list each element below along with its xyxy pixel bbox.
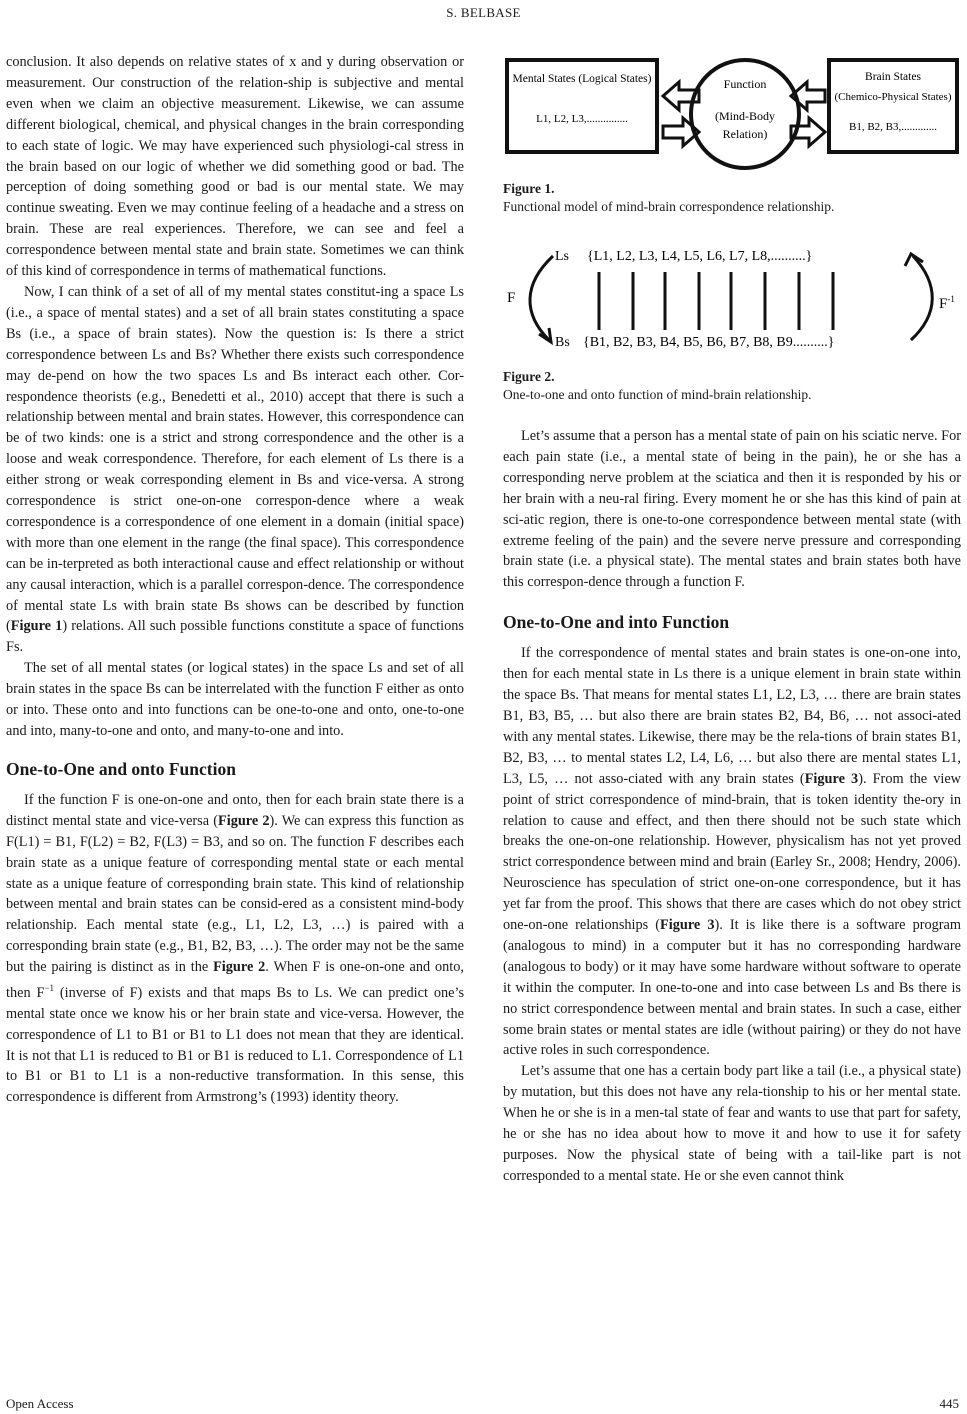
function-line2: Relation) xyxy=(722,127,768,141)
left-column xyxy=(6,52,464,1108)
paragraph: conclusion. It also depends on relative states of x and y during observation or measurement. Our construction of the relation-ship is subjective and mental even when we claim an objective measurement. Likewise, we can assume different biological, chemical, and physical changes in the brain corresponding to each state of logic. We may have experienced such physiologi-cal stress in the brain based on our logic of whether we did something good or bad. The perception of doing something good or bad is our mental state. We may continue sweating. Even we may continue feeling of a headache and a stress on brain. These are real experiences. Therefore, we can see and feel a correspondence between mental state and brain state. Sometimes we can think of this kind of correspondence in terms of mathematical functions. xyxy=(6,54,464,280)
paragraph: If the function F is one-on-one and onto, then for each brain state there is a distinct mental state and vice-versa (Figure 2). We can express this function as F(L1) = B1, F(L2) = B2, F(L3) = B3, and so on. The function F describes each brain state as a unique feature of corresponding mental state or each mental state as a unique feature of corresponding brain state. This kind of relationship between mental and brain states can be consid-ered as a consistent mind-body relationship. Each mental state (e.g., L1, L2, L3, …) is paired with a corresponding brain state (e.g., B1, B2, B3, …). The order may not be the same but the pairing is distinct as in the Figure 2. When F is one-on-one and onto, then $F^{-1}$ (inverse of F) exists and that maps Bs to Ls. We can predict one’s mental state once we know his or her brain state and vice-versa. However, the correspondence of L1 to B1 or B1 to L1 does not mean that they are identical. It is not that L1 is reduced to B1 or B1 is reduced to L1. Correspondence of L1 to B1 or B1 to L1 is a non-reductive transformation. In this sense, this correspondence is different from Armstrong’s (1993) identity theory. xyxy=(6,791,465,1106)
bs-label: Bs xyxy=(555,335,570,350)
correspondence-lines xyxy=(599,272,833,330)
paragraph: The set of all mental states (or logical states) in the space Ls and set of all brain states in the space Bs can be interrelated with the function F either as onto or into. These onto and into functions can be one-to-one and onto, one-to-one and into, many-to-one and onto, and many-to-one and into. xyxy=(6,660,464,739)
page-number: 445 xyxy=(939,1396,959,1411)
figure-reference[interactable]: Figure 1 xyxy=(10,618,63,635)
ls-label: Ls xyxy=(555,249,569,264)
figure-reference[interactable]: Figure 3 xyxy=(660,917,715,934)
function-line1: (Mind-Body xyxy=(715,109,775,123)
figure-1-diagram xyxy=(503,56,961,186)
paragraph: If the correspondence of mental states and brain states is one-on-one into, then for each mental state in Ls there is a unique element in brain state within the space Bs. That means for mental states L1, L2, L3, … there are brain states B1, B3, B5, … but also there are brain states B2, B4, B6, … not associ-ated with any mental states. Likewise, there may be the rela-tions of brain states B1, B2, B3, … to mental states L2, L4, L6, … but also there are mental states L1, L3, L5, … not asso-ciated with any brain states (Figure 3). From the view point of strict correspondence of mind-brain, that is token identity the-ory in relation to cause and effect, and then there should not be such state which breaks the one-on-one relationship. However, physicalism has not yet proved strict correspondence between mind and brain (Earley Sr., 2008; Hendry, 2006). Neuroscience has speculation of strict one-on-one correspondence, but it has yet far from the proof. This shows that there are cases which do not obey strict one-on-one relationships (Figure 3). It is like there is a software program (analogous to mind) in a computer but it has no corresponding hardware (analogous to body) or it may have some hardware without software to operate it within the computer. In one-to-one and into case between Ls and Bs there is no strict correspondence between mental and brain states. In such a case, either some brain states or mental states are idle (without pairing) or they do not have active roles in such correspondence. xyxy=(503,645,962,1059)
mental-states-title: Mental States (Logical States) xyxy=(512,73,652,85)
mental-states-items: L1, L2, L3,............... xyxy=(536,113,628,125)
function-title: Function xyxy=(723,77,767,91)
figure-2-diagram xyxy=(503,244,961,362)
finv-arrow-icon xyxy=(911,256,932,340)
finv-label: $F^{-1}$ xyxy=(939,294,955,312)
bs-set: {B1, B2, B3, B4, B5, B6, B7, B8, B9..........} xyxy=(583,335,835,350)
caption-text: Functional model of mind-brain correspondence relationship. xyxy=(503,199,835,214)
paragraph: Let’s assume that a person has a mental state of pain on his sciatic nerve. For each pain state (i.e., a mental state of being in the pain), he or she has a corresponding nerve problem at the sciatica and then it is responded by his or her brain with a neu-ral firing. Every moment he or she has this kind of pain at sci-atic region, there is one-to-one correspondence between mental state (with extreme feeling of the pain) and the severe nerve pressure and corresponding brain state (i.e. a physical state). The mental states and brain states both have this correspon-dence through a function F. xyxy=(503,428,961,591)
figure-reference[interactable]: Figure 3 xyxy=(804,770,859,787)
ls-set: {L1, L2, L3, L4, L5, L6, L7, L8,..........} xyxy=(587,249,813,264)
figure-reference[interactable]: Figure 2 xyxy=(213,959,266,976)
caption-text: One-to-one and onto function of mind-brain relationship. xyxy=(503,387,812,402)
running-header: S. BELBASE xyxy=(446,5,521,20)
footer-open-access: Open Access xyxy=(6,1396,74,1411)
brain-states-title: Brain States xyxy=(865,71,921,83)
figure-1-caption xyxy=(503,180,834,216)
caption-label: Figure 1. xyxy=(503,181,555,196)
figure-2-caption xyxy=(503,368,812,404)
brain-states-items: B1, B2, B3,............. xyxy=(848,121,938,133)
f-label: F xyxy=(507,290,516,306)
right-column xyxy=(503,426,961,1187)
caption-label: Figure 2. xyxy=(503,369,555,384)
paragraph: Let’s assume that one has a certain body part like a tail (i.e., a physical state) by mutation, but this does not have any rela-tionship to his or her mental state. When he or she is in a men-tal state of fear and wants to use that part for safety, he or she has no idea about how to move it and how to use it for safety purposes. Now the physical state of being with a tail-like part is not corresponded to a mental state. He or she even cannot think xyxy=(503,1063,961,1184)
brain-states-sub: (Chemico-Physical States) xyxy=(834,91,952,103)
f-arrow-icon xyxy=(530,256,553,340)
section-heading: One-to-One and onto Function xyxy=(6,758,236,779)
section-heading: One-to-One and into Function xyxy=(503,612,730,633)
paragraph: Now, I can think of a set of all of my mental states constitut-ing a space Ls (i.e., a space of mental states) and a set of all brain states constituting a space Bs (i.e., a space of brain states). Now the question is: Is there a strict correspondence between Ls and Bs? Whether there exists such correspondence may de-pend on how the two spaces Ls and Bs interact each other. Cor-respondence theorists (e.g., Benedetti et al., 2010) accept that there is such a relationship between mental and brain states. However, this correspondence can be of two kinds: one is a strict and strong correspondence and the other is a loose and weak correspondence. Therefore, for each element of Ls there is a either strong or weak corresponding element in Bs and vice-versa. A strong correspondence is strict one-on-one correspon-dence where a weak correspondence is a correspondence of one element in a domain (initial space) with more than one element in the range (the final space). This correspondence can be in-terpreted as both interactional cause and effect relationship or without any causal interaction, which is a parallel correspon-dence. The correspondence of mental state Ls with brain state Bs shows can be described by function (Figure 1) relations. All such possible functions constitute a space of functions Fs. xyxy=(6,283,464,656)
figure-reference[interactable]: Figure 2 xyxy=(217,812,270,829)
